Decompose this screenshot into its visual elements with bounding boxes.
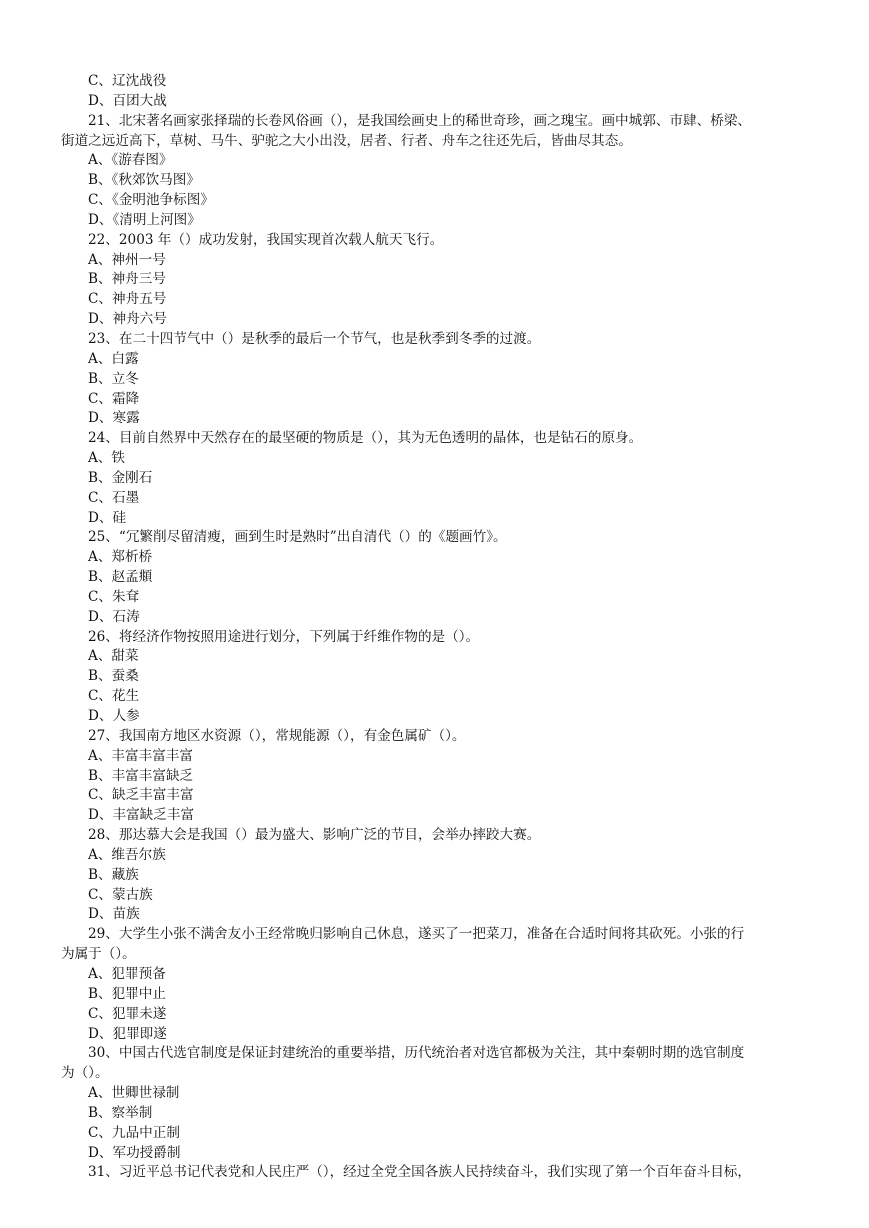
question-line: 24、目前自然界中天然存在的最坚硬的物质是（），其为无色透明的晶体，也是钻石的原身。	[88, 430, 643, 447]
option-line: D、寒露	[88, 410, 140, 427]
question-line: 27、我国南方地区水资源（），常规能源（），有金色属矿（）。	[88, 727, 466, 744]
question-continuation: 为（）。	[61, 1065, 109, 1082]
option-line: A、铁	[88, 450, 126, 467]
option-line: D、人参	[88, 708, 140, 724]
option-line: C、《金明池争标图》	[88, 192, 214, 209]
question-continuation: 为属于（）。	[61, 946, 136, 963]
option-line: C、辽沈战役	[88, 73, 167, 89]
option-line: B、藏族	[88, 866, 139, 883]
option-line: C、蒙古族	[88, 886, 153, 903]
question-line: 28、那达慕大会是我国（）最为盛大、影响广泛的节目，会举办摔跤大赛。	[88, 827, 541, 844]
option-line: C、神舟五号	[88, 291, 167, 308]
option-line: D、神舟六号	[88, 311, 167, 328]
option-line: D、石涛	[88, 608, 140, 625]
option-line: B、金刚石	[88, 469, 153, 486]
option-line: A、甜菜	[88, 648, 139, 665]
option-line: B、立冬	[88, 370, 139, 387]
question-line: 31、习近平总书记代表党和人民庄严（），经过全党全国各族人民持续奋斗，我们实现了第一个百年奋斗目标，	[88, 1164, 751, 1181]
option-line: A、白露	[88, 350, 139, 367]
option-line: D、百团大战	[88, 92, 167, 109]
option-line: B、《秋郊饮马图》	[88, 172, 200, 189]
question-line: 22、2003 年（）成功发射，我国实现首次载人航天飞行。	[88, 231, 444, 248]
question-line: 26、将经济作物按照用途进行划分，下列属于纤维作物的是（）。	[88, 628, 480, 645]
option-line: A、丰富丰富丰富	[88, 747, 193, 764]
option-line: C、石墨	[88, 489, 140, 506]
option-line: C、缺乏丰富丰富	[88, 787, 194, 804]
option-line: A、《游春图》	[88, 152, 173, 169]
option-line: A、维吾尔族	[88, 846, 166, 863]
option-line: A、犯罪预备	[88, 965, 166, 982]
option-line: A、世卿世禄制	[88, 1085, 180, 1102]
question-line: 23、在二十四节气中（）是秋季的最后一个节气，也是秋季到冬季的过渡。	[88, 330, 541, 347]
option-line: B、神舟三号	[88, 271, 166, 288]
question-continuation: 街道之远近高下，草树、马牛、驴驼之大小出没，居者、行者、舟车之往还先后，皆曲尽其态。	[61, 132, 632, 149]
option-line: D、犯罪即遂	[88, 1025, 167, 1042]
option-line: D、苗族	[88, 906, 140, 923]
option-line: C、霜降	[88, 390, 140, 407]
option-line: C、朱耷	[88, 588, 140, 605]
option-line: B、犯罪中止	[88, 985, 166, 1002]
option-line: B、赵孟頫	[88, 569, 153, 586]
option-line: D、丰富缺乏丰富	[88, 807, 195, 824]
option-line: C、犯罪未遂	[88, 1005, 167, 1022]
option-line: B、丰富丰富缺乏	[88, 767, 194, 784]
option-line: D、硅	[88, 509, 127, 526]
option-line: A、神州一号	[88, 251, 166, 268]
question-line: 29、大学生小张不满舍友小王经常晚归影响自己休息，遂买了一把菜刀，准备在合适时间将其砍死。小张的行	[88, 926, 745, 943]
option-line: C、花生	[88, 688, 140, 705]
question-line: 25、“冗繁削尽留清瘦，画到生时是熟时”出自清代（）的《题画竹》。	[88, 529, 507, 546]
document-page	[0, 72, 869, 1183]
option-line: A、郑析桥	[88, 549, 153, 566]
option-line: C、九品中正制	[88, 1124, 180, 1141]
question-line: 21、北宋著名画家张择瑞的长卷风俗画（），是我国绘画史上的稀世奇珍，画之瑰宝。画中城郭、市肆、桥梁、	[88, 112, 751, 129]
option-line: B、蚕桑	[88, 668, 139, 685]
option-line: D、军功授爵制	[88, 1144, 181, 1161]
option-line: B、察举制	[88, 1104, 153, 1121]
question-line: 30、中国古代选官制度是保证封建统治的重要举措，历代统治者对选官都极为关注，其中秦朝时期的选官制度	[88, 1045, 745, 1062]
option-line: D、《清明上河图》	[88, 211, 201, 228]
